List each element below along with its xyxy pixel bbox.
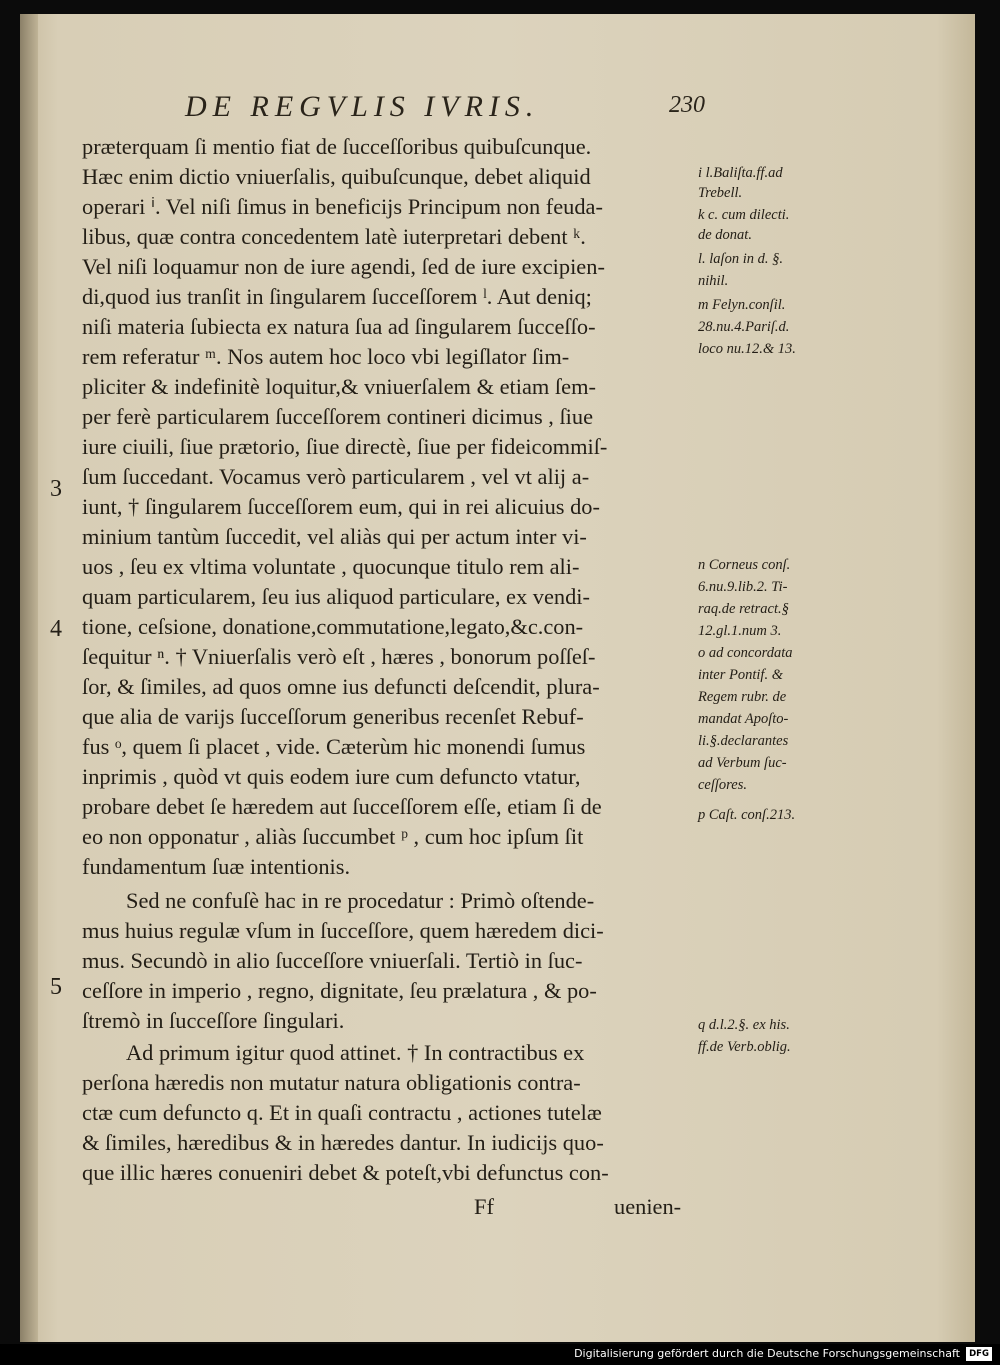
text-line: ſor, & ſimiles, ad quos omne ius defuncti deſcendit, plura- xyxy=(82,674,600,699)
text-line: rem referatur ᵐ. Nos autem hoc loco vbi legiſlator ſim- xyxy=(82,344,570,369)
margin-note-line: q d.l.2.§. ex his. xyxy=(698,1017,790,1033)
margin-note-line: 12.gl.1.num 3. xyxy=(698,623,782,639)
text-line: ſequitur ⁿ. † Vniuerſalis verò eſt , hæres , bonorum poſſeſ- xyxy=(82,644,596,669)
text-line: præterquam ſi mentio fiat de ſucceſſoribus quibuſcunque. xyxy=(82,134,592,159)
margin-note-line: i l.Baliſta.ff.ad xyxy=(698,165,783,181)
running-head: DE REGVLIS IVRIS. xyxy=(185,90,540,123)
margin-note-line: mandat Apoſto- xyxy=(698,711,789,727)
text-line: inprimis , quòd vt quis eodem iure cum defuncto vtatur, xyxy=(82,764,581,789)
margin-number: 4 xyxy=(50,616,62,642)
margin-note-line: 28.nu.4.Pariſ.d. xyxy=(698,319,790,335)
text-line: que illic hæres conueniri debet & poteſt,vbi defunctus con- xyxy=(82,1160,609,1185)
text-line: Vel niſi loquamur non de iure agendi, ſed de iure excipien- xyxy=(82,254,605,279)
margin-note-line: nihil. xyxy=(698,273,729,289)
text-line: ſtremò in ſucceſſore ſingulari. xyxy=(82,1008,345,1033)
text-line: libus, quæ contra concedentem latè iuterpretari debent ᵏ. xyxy=(82,224,586,249)
text-line: per ferè particularem ſucceſſorem contineri dicimus , ſiue xyxy=(82,404,594,429)
margin-note-line: li.§.declarantes xyxy=(698,733,789,749)
text-line: quam particularem, ſeu ius aliquod particulare, ex vendi- xyxy=(82,584,590,609)
text-line: di,quod ius tranſit in ſingularem ſucceſſorem ˡ. Aut deniq; xyxy=(82,284,592,309)
text-line: Hæc enim dictio vniuerſalis, quibuſcunque, debet aliquid xyxy=(82,164,591,189)
text-line: uos , ſeu ex vltima voluntate , quocunque titulo rem ali- xyxy=(82,554,580,579)
text-line: ctæ cum defuncto q. Et in quaſi contractu , actiones tutelæ xyxy=(82,1100,602,1125)
page-gutter-edge xyxy=(20,14,38,1342)
text-line: fus ᵒ, quem ſi placet , vide. Cæterùm hic monendi ſumus xyxy=(82,734,586,759)
margin-note-line: k c. cum dilecti. xyxy=(698,207,790,223)
signature-mark: Ff xyxy=(474,1194,494,1219)
page-header xyxy=(185,86,705,126)
digitization-footer xyxy=(0,1344,1000,1365)
text-line: Ad primum igitur quod attinet. † In contractibus ex xyxy=(126,1040,585,1065)
margin-number: 5 xyxy=(50,974,62,1000)
text-line: iunt, † ſingularem ſucceſſorem eum, qui in rei alicuius do- xyxy=(82,494,600,519)
footer-credit: Digitalisierung gefördert durch die Deutsche Forschungsgemeinschaft xyxy=(574,1347,960,1360)
text-line: Sed ne confuſè hac in re procedatur : Primò oſtende- xyxy=(126,888,595,913)
text-line: operari ⁱ. Vel niſi ſimus in beneficijs Principum non feuda- xyxy=(82,194,603,219)
margin-note-line: o ad concordata xyxy=(698,645,793,661)
catchword: uenien- xyxy=(614,1194,682,1219)
margin-note-line: m Felyn.conſil. xyxy=(698,297,786,313)
margin-note-line: loco nu.12.& 13. xyxy=(698,341,796,357)
text-line: tione, ceſsione, donatione,commutatione,legato,&c.con- xyxy=(82,614,584,639)
margin-note-line: p Caſt. conſ.213. xyxy=(698,807,796,823)
text-line: & ſimiles, hæredibus & in hæredes dantur. In iudicijs quo- xyxy=(82,1130,604,1155)
text-line: probare debet ſe hæredem aut ſucceſſorem eſſe, etiam ſi de xyxy=(82,794,602,819)
text-line: eo non opponatur , aliàs ſuccumbet ᵖ , cum hoc ipſum ſit xyxy=(82,824,584,849)
page-number: 230 xyxy=(669,92,705,118)
margin-note-line: inter Pontif. & xyxy=(698,667,783,683)
text-line: minium tantùm ſuccedit, vel aliàs qui per actum inter vi- xyxy=(82,524,587,549)
margin-number: 3 xyxy=(50,476,62,502)
text-line: perſona hæredis non mutatur natura obligationis contra- xyxy=(82,1070,581,1095)
margin-note-line: Regem rubr. de xyxy=(698,689,787,705)
margin-note-line: raq.de retract.§ xyxy=(698,601,789,617)
margin-note-line: ad Verbum ſuc- xyxy=(698,755,787,771)
dfg-logo-icon: DFG xyxy=(966,1347,992,1361)
text-line: que alia de varijs ſucceſſorum generibus recenſet Rebuf- xyxy=(82,704,584,729)
text-line: ceſſore in imperio , regno, dignitate, ſeu prælatura , & po- xyxy=(82,978,597,1003)
margin-note-line: ceſſores. xyxy=(698,777,747,793)
margin-note-line: Trebell. xyxy=(698,185,743,201)
text-line: mus huius regulæ vſum in ſucceſſore, quem hæredem dici- xyxy=(82,918,604,943)
margin-note-line: l. laſon in d. §. xyxy=(698,251,783,267)
text-line: mus. Secundò in alio ſucceſſore vniuerſali. Tertiò in ſuc- xyxy=(82,948,583,973)
margin-note-line: de donat. xyxy=(698,227,752,243)
text-line: fundamentum ſuæ intentionis. xyxy=(82,854,351,879)
text-line: pliciter & indefinitè loquitur,& vniuerſalem & etiam ſem- xyxy=(82,374,596,399)
text-line: iure ciuili, ſiue prætorio, ſiue directè, ſiue per fideicommiſ- xyxy=(82,434,608,459)
text-line: ſum ſuccedant. Vocamus verò particularem , vel vt alij a- xyxy=(82,464,590,489)
margin-note-line: 6.nu.9.lib.2. Ti- xyxy=(698,579,788,595)
margin-note-line: ff.de Verb.oblig. xyxy=(698,1039,791,1055)
margin-note-line: n Corneus conſ. xyxy=(698,557,791,573)
book-page xyxy=(20,14,975,1342)
text-line: niſi materia ſubiecta ex natura ſua ad ſingularem ſucceſſo- xyxy=(82,314,596,339)
